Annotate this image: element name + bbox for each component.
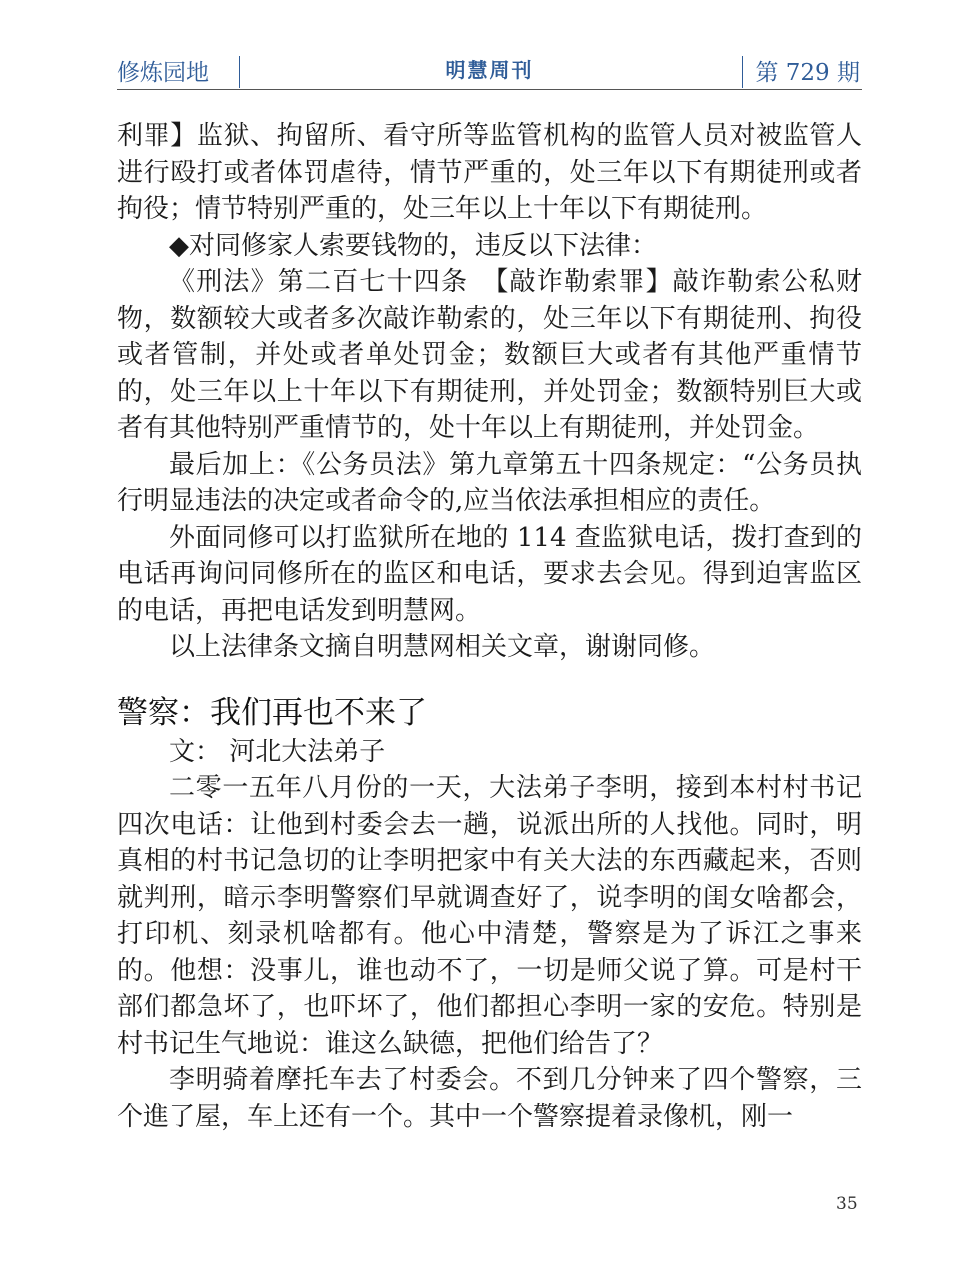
paragraph: 二零一五年八月份的一天，大法弟子李明，接到本村村书记四次电话：让他到村委会去一趟，说派出所的人找他。同时，明真相的村书记急切的让李明把家中有关大法的东西藏起来，否则就判刑，暗示李明警察们早就调查好了，说李明的闺女啥都会，打印机、刻录机啥都有。他心中清楚，警察是为了诉江之事来的。他想：没事儿，谁也动不了，一切是师父说了算。可是村干部们都急坏了，也吓坏了，他们都担心李明一家的安危。特别是村书记生气地说：谁这么缺德，把他们给告了？	[117, 773, 862, 1059]
article-title: 警察：我们再也不来了	[117, 694, 427, 731]
article-byline: 文： 河北大法弟子	[169, 736, 386, 767]
header-divider-right	[742, 56, 743, 88]
paragraph: 最后加上：《公务员法》第九章第五十四条规定：“公务员执行明显违法的决定或者命令的,应当依法承担相应的责任。	[117, 449, 862, 516]
paragraph: 以上法律条文摘自明慧网相关文章，谢谢同修。	[169, 632, 716, 662]
paragraph: 《刑法》第二百七十四条 【敲诈勒索罪】敲诈勒索公私财物，数额较大或者多次敲诈勒索的，处三年以下有期徒刑、拘役或者管制，并处或者单处罚金；数额巨大或者有其他严重情节的，处三年以上十年以下有期徒刑，并处罚金；数额特别巨大或者有其他特别严重情节的，处十年以上有期徒刑，并处罚金。	[117, 267, 862, 443]
paragraph: 利罪】监狱、拘留所、看守所等监管机构的监管人员对被监管人进行殴打或者体罚虐待，情节严重的，处三年以下有期徒刑或者拘役；情节特别严重的，处三年以上十年以下有期徒刑。	[117, 121, 862, 224]
page-header	[117, 52, 862, 88]
page-content	[117, 118, 862, 1135]
paragraph: 外面同修可以打监狱所在地的 114 查监狱电话，拨打查到的电话再询问同修所在的监区和电话，要求去会见。得到迫害监区的电话，再把电话发到明慧网。	[117, 522, 862, 626]
paragraph: ◆对同修家人索要钱物的，违反以下法律：	[169, 230, 657, 261]
issue-number: 第 729 期	[755, 60, 860, 86]
paragraph: 李明骑着摩托车去了村委会。不到几分钟来了四个警察，三个進了屋，车上还有一个。其中一个警察提着录像机，刚一	[117, 1065, 862, 1132]
page-number: 35	[836, 1194, 858, 1214]
publication-title: 明慧周刊	[445, 58, 534, 82]
header-rule	[117, 89, 862, 90]
section-name: 修炼园地	[117, 60, 209, 86]
